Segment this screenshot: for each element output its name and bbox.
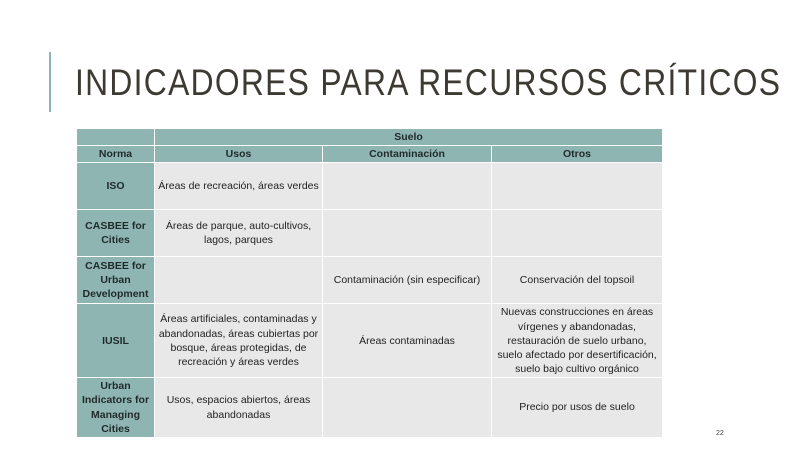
row-otros — [492, 163, 663, 210]
row-usos: Áreas de parque, auto-cultivos, lagos, parques — [155, 210, 323, 257]
title-accent-bar — [49, 52, 51, 112]
row-norma: ISO — [77, 163, 155, 210]
column-header-usos: Usos — [155, 146, 323, 163]
row-norma: Urban Indicators for Managing Cities — [77, 378, 155, 438]
row-contaminacion: Contaminación (sin especificar) — [323, 257, 492, 304]
group-header-suelo: Suelo — [155, 129, 663, 146]
row-norma: CASBEE for Cities — [77, 210, 155, 257]
table-row — [77, 378, 663, 438]
row-usos: Usos, espacios abiertos, áreas abandonadas — [155, 378, 323, 438]
row-usos — [155, 257, 323, 304]
column-header-otros: Otros — [492, 146, 663, 163]
row-contaminacion: Áreas contaminadas — [323, 304, 492, 378]
table-group-header-row — [77, 129, 663, 146]
row-usos: Áreas de recreación, áreas verdes — [155, 163, 323, 210]
row-otros: Nuevas construcciones en áreas vírgenes y abandonadas, restauración de suelo urbano, suelo afectado por desertificación, suelo bajo cultivo orgánico — [492, 304, 663, 378]
table-row — [77, 163, 663, 210]
slide-title: INDICADORES PARA RECURSOS CRÍTICOS — [75, 62, 782, 103]
column-header-contaminacion: Contaminación — [323, 146, 492, 163]
row-otros: Conservación del topsoil — [492, 257, 663, 304]
table-row — [77, 304, 663, 378]
soil-indicators-table — [76, 128, 663, 438]
empty-header-cell — [77, 129, 155, 146]
row-usos: Áreas artificiales, contaminadas y abandonadas, áreas cubiertas por bosque, áreas protegidas, de recreación y áreas verdes — [155, 304, 323, 378]
row-otros — [492, 210, 663, 257]
table-row — [77, 257, 663, 304]
row-contaminacion — [323, 163, 492, 210]
table-row — [77, 210, 663, 257]
page-number: 22 — [716, 430, 724, 437]
row-norma: IUSIL — [77, 304, 155, 378]
row-norma: CASBEE for Urban Development — [77, 257, 155, 304]
row-contaminacion — [323, 378, 492, 438]
row-contaminacion — [323, 210, 492, 257]
column-header-norma: Norma — [77, 146, 155, 163]
row-otros: Precio por usos de suelo — [492, 378, 663, 438]
table-header-row — [77, 146, 663, 163]
